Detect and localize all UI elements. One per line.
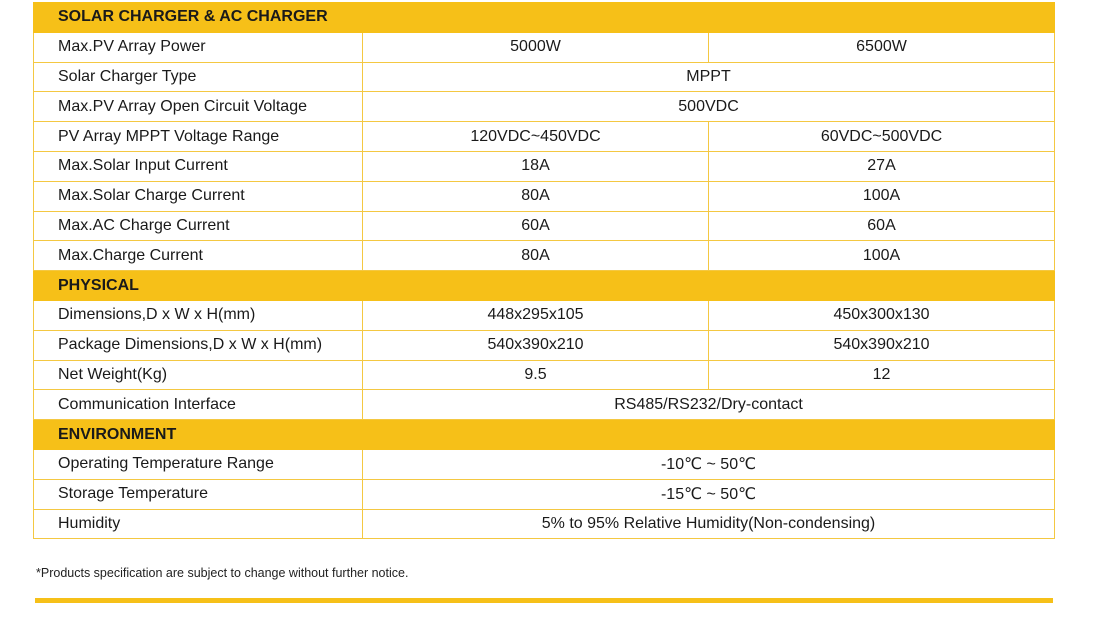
spec-table: [33, 2, 1055, 539]
spec-row: [34, 181, 1055, 211]
spec-label: Max.Solar Charge Current: [34, 181, 363, 211]
spec-row: [34, 211, 1055, 241]
spec-value: 27A: [709, 151, 1055, 181]
spec-value: 5000W: [363, 32, 709, 62]
spec-row: [34, 32, 1055, 62]
spec-label: Humidity: [34, 509, 363, 539]
spec-row: [34, 151, 1055, 181]
spec-label: Package Dimensions,D x W x H(mm): [34, 330, 363, 360]
spec-row: [34, 300, 1055, 330]
spec-value: 540x390x210: [709, 330, 1055, 360]
spec-value: 12: [709, 360, 1055, 390]
spec-value: 60A: [709, 211, 1055, 241]
spec-label: PV Array MPPT Voltage Range: [34, 122, 363, 152]
section-title: ENVIRONMENT: [34, 420, 1055, 450]
bottom-divider: [35, 598, 1053, 603]
spec-row: [34, 92, 1055, 122]
spec-value: 100A: [709, 181, 1055, 211]
spec-label: Operating Temperature Range: [34, 449, 363, 479]
spec-row: [34, 449, 1055, 479]
spec-row: [34, 122, 1055, 152]
spec-value: 450x300x130: [709, 300, 1055, 330]
spec-value: 100A: [709, 241, 1055, 271]
spec-value: 500VDC: [363, 92, 1055, 122]
spec-row: [34, 62, 1055, 92]
section-header-solar: [34, 3, 1055, 33]
section-title: PHYSICAL: [34, 271, 1055, 301]
spec-value: 448x295x105: [363, 300, 709, 330]
spec-label: Communication Interface: [34, 390, 363, 420]
spec-row: [34, 330, 1055, 360]
spec-value: 6500W: [709, 32, 1055, 62]
spec-value: 60A: [363, 211, 709, 241]
spec-value: 80A: [363, 241, 709, 271]
spec-value: MPPT: [363, 62, 1055, 92]
spec-label: Dimensions,D x W x H(mm): [34, 300, 363, 330]
section-header-environment: [34, 420, 1055, 450]
spec-value: RS485/RS232/Dry-contact: [363, 390, 1055, 420]
spec-value: 60VDC~500VDC: [709, 122, 1055, 152]
spec-row: [34, 509, 1055, 539]
section-title: SOLAR CHARGER & AC CHARGER: [34, 3, 1055, 33]
spec-row: [34, 241, 1055, 271]
spec-label: Storage Temperature: [34, 479, 363, 509]
spec-label: Max.PV Array Power: [34, 32, 363, 62]
spec-value: 540x390x210: [363, 330, 709, 360]
spec-row: [34, 390, 1055, 420]
spec-value: -10℃ ~ 50℃: [363, 449, 1055, 479]
spec-row: [34, 479, 1055, 509]
spec-value: 80A: [363, 181, 709, 211]
spec-value: 120VDC~450VDC: [363, 122, 709, 152]
spec-value: -15℃ ~ 50℃: [363, 479, 1055, 509]
spec-label: Max.AC Charge Current: [34, 211, 363, 241]
spec-label: Max.Charge Current: [34, 241, 363, 271]
spec-row: [34, 360, 1055, 390]
spec-label: Max.PV Array Open Circuit Voltage: [34, 92, 363, 122]
section-header-physical: [34, 271, 1055, 301]
footnote: *Products specification are subject to change without further notice.: [36, 566, 409, 580]
spec-value: 18A: [363, 151, 709, 181]
spec-value: 5% to 95% Relative Humidity(Non-condensing): [363, 509, 1055, 539]
spec-value: 9.5: [363, 360, 709, 390]
spec-label: Solar Charger Type: [34, 62, 363, 92]
spec-label: Max.Solar Input Current: [34, 151, 363, 181]
spec-label: Net Weight(Kg): [34, 360, 363, 390]
